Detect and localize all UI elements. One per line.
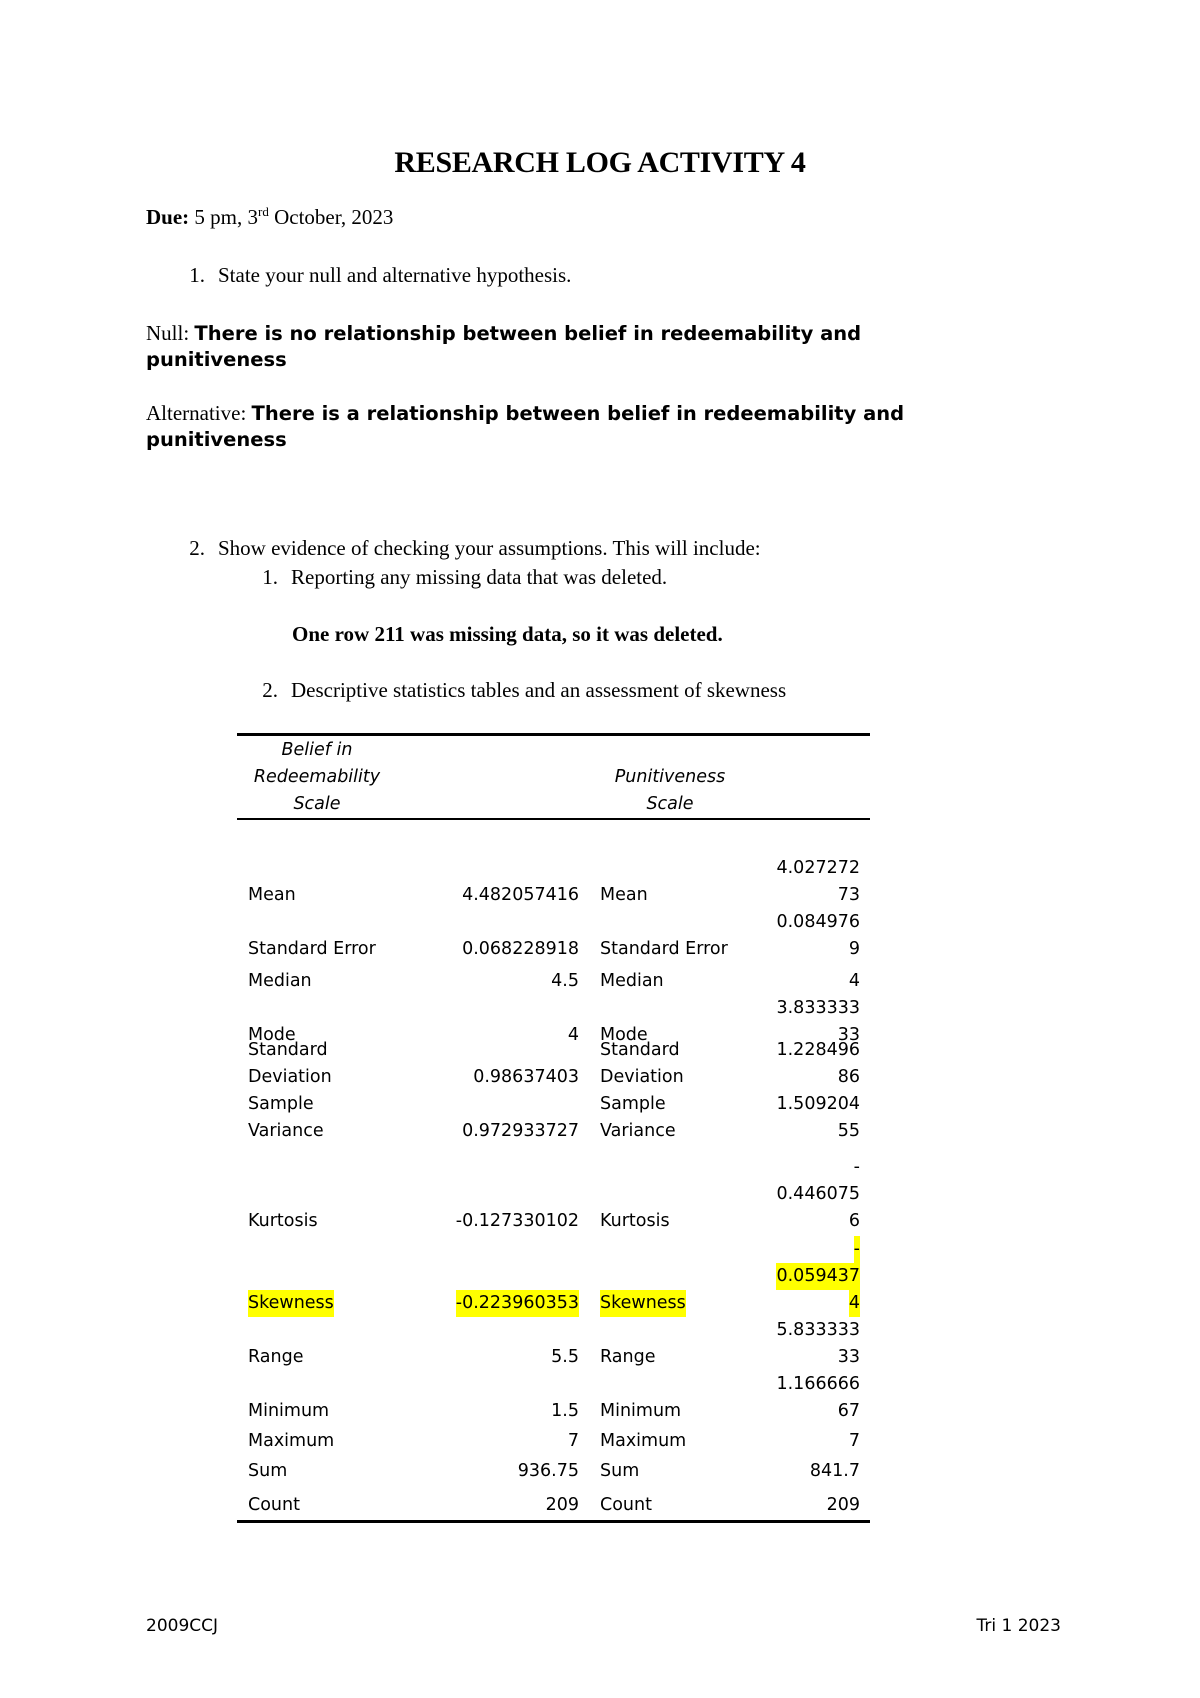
right-row-label: Range (600, 1347, 656, 1367)
footer-term: Tri 1 2023 (976, 1616, 1061, 1636)
right-row-value: 55 (837, 1121, 860, 1141)
right-row-value: 67 (837, 1401, 860, 1421)
right-row-value: 1.166666 (776, 1374, 860, 1394)
right-row-label: Maximum (600, 1431, 687, 1451)
right-row-label: Sample (600, 1094, 666, 1114)
left-scale-header (237, 737, 397, 818)
alternative-hypothesis (146, 400, 1046, 453)
table-bottom-rule (237, 1520, 870, 1523)
right-row-value: 4.027272 (776, 858, 860, 878)
left-row-value: 4 (567, 1025, 579, 1045)
left-row-label: Minimum (248, 1401, 330, 1421)
right-row-label: Sum (600, 1461, 640, 1481)
left-row-label: Variance (248, 1121, 324, 1141)
right-row-value: 33 (837, 1347, 860, 1367)
right-row-value: 9 (848, 939, 860, 959)
footer-course-code: 2009CCJ (146, 1616, 219, 1636)
right-header-line: Scale (646, 794, 694, 814)
right-row-value: 5.833333 (776, 1320, 860, 1340)
left-row-label: Range (248, 1347, 304, 1367)
right-row-label: Kurtosis (600, 1211, 670, 1231)
table-header-rule (237, 818, 870, 820)
right-row-label: Mean (600, 885, 648, 905)
right-row-value: - (853, 1157, 860, 1177)
question-1-number: 1. (189, 263, 205, 287)
due-date-line (146, 204, 393, 230)
left-row-value: 4.482057416 (462, 885, 579, 905)
left-row-label: Sample (248, 1094, 314, 1114)
table-top-rule (237, 733, 870, 736)
right-row-label: Standard Error (600, 939, 728, 959)
right-row-value: 1.509204 (776, 1094, 860, 1114)
null-text-line2: punitiveness (146, 348, 287, 371)
left-row-value: 0.98637403 (473, 1067, 579, 1087)
left-row-value: 936.75 (517, 1461, 579, 1481)
left-row-label: Deviation (248, 1067, 332, 1087)
right-row-label: Deviation (600, 1067, 684, 1087)
left-row-label: Standard (248, 1040, 328, 1060)
left-row-label: Standard Error (248, 939, 376, 959)
right-row-value: 7 (848, 1431, 860, 1451)
right-row-value: 4 (849, 1290, 860, 1317)
left-row-value: 7 (567, 1431, 579, 1451)
left-row-label: Count (248, 1495, 300, 1515)
question-2-2-number: 2. (262, 678, 278, 702)
right-row-label: Standard (600, 1040, 680, 1060)
document-title: RESEARCH LOG ACTIVITY 4 (394, 146, 806, 179)
right-row-value: 73 (837, 885, 860, 905)
missing-data-answer: One row 211 was missing data, so it was deleted. (292, 622, 723, 646)
left-row-value: 0.972933727 (462, 1121, 579, 1141)
right-row-value: 3.833333 (776, 998, 860, 1018)
question-2-text: Show evidence of checking your assumptions. This will include: (218, 536, 761, 560)
right-row-value: 0.446075 (776, 1184, 860, 1204)
right-row-label: Mode (600, 1025, 648, 1045)
right-row-label: Median (600, 971, 664, 991)
right-row-label: Count (600, 1495, 652, 1515)
null-hypothesis (146, 320, 1046, 373)
alt-label: Alternative: (146, 401, 252, 425)
question-2-1-text: Reporting any missing data that was deleted. (291, 565, 668, 589)
right-row-value: 0.084976 (776, 912, 860, 932)
right-scale-header (590, 764, 750, 818)
alt-text-line1: There is a relationship between belief in redeemability and (251, 402, 905, 425)
right-row-label: Minimum (600, 1401, 682, 1421)
left-row-value: 4.5 (551, 971, 579, 991)
null-label: Null: (146, 321, 195, 345)
right-row-value: 1.228496 (776, 1040, 860, 1060)
right-row-value: - (854, 1236, 860, 1263)
left-row-label: Sum (248, 1461, 288, 1481)
right-row-value: 0.059437 (776, 1263, 860, 1290)
null-text-line1: There is no relationship between belief in redeemability and (194, 322, 862, 345)
left-header-line: Redeemability (253, 767, 381, 787)
left-row-label: Maximum (248, 1431, 335, 1451)
left-row-label: Median (248, 971, 312, 991)
right-row-label: Skewness (600, 1290, 686, 1317)
left-row-value: -0.127330102 (455, 1211, 579, 1231)
left-row-label: Mode (248, 1025, 296, 1045)
right-row-label: Variance (600, 1121, 676, 1141)
due-text-post: October, 2023 (268, 205, 394, 229)
left-row-label: Mean (248, 885, 296, 905)
left-header-line: Scale (293, 794, 341, 814)
due-label: Due: (146, 205, 190, 229)
left-row-label: Skewness (248, 1290, 334, 1317)
left-row-value: 5.5 (551, 1347, 579, 1367)
right-row-value: 6 (848, 1211, 860, 1231)
left-row-value: 0.068228918 (462, 939, 579, 959)
right-row-value: 86 (837, 1067, 860, 1087)
right-row-value: 4 (848, 971, 860, 991)
question-1-text: State your null and alternative hypothesis. (218, 263, 572, 287)
left-header-line: Belief in (281, 740, 353, 760)
left-row-value: 1.5 (551, 1401, 579, 1421)
left-row-value: -0.223960353 (456, 1290, 579, 1317)
right-row-value: 209 (826, 1495, 860, 1515)
right-row-value: 841.7 (809, 1461, 860, 1481)
alt-text-line2: punitiveness (146, 428, 287, 451)
left-row-label: Kurtosis (248, 1211, 318, 1231)
left-row-value: 209 (545, 1495, 579, 1515)
due-text-sup: rd (258, 204, 269, 219)
right-header-line: Punitiveness (614, 767, 726, 787)
due-text-pre: 5 pm, 3 (189, 205, 259, 229)
question-2-number: 2. (189, 536, 205, 560)
right-row-value: 33 (837, 1025, 860, 1045)
question-2-1-number: 1. (262, 565, 278, 589)
question-2-2-text: Descriptive statistics tables and an assessment of skewness (291, 678, 787, 702)
